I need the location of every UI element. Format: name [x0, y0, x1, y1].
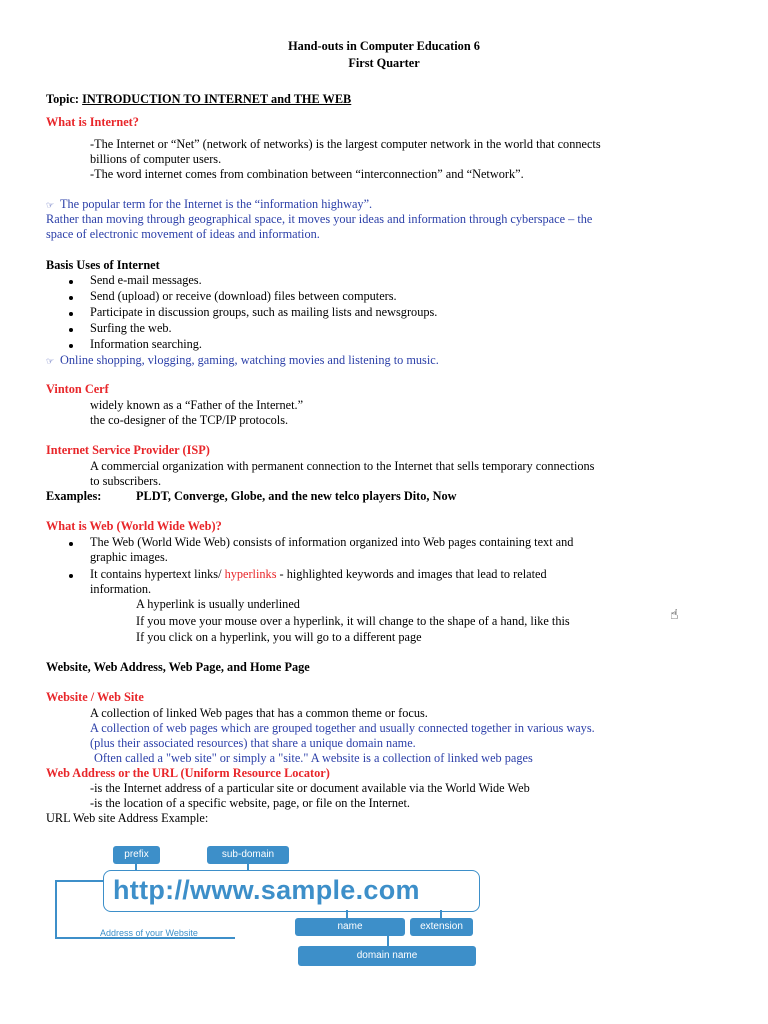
web-sub2: If you move your mouse over a hyperlink, it will change to the shape of a hand, like this — [136, 614, 570, 628]
hand-cursor-icon: ☝ — [670, 607, 679, 623]
bullet-icon — [69, 574, 73, 578]
isp-heading: Internet Service Provider (ISP) — [46, 443, 210, 457]
online-activities — [46, 353, 439, 370]
bullet-icon — [69, 542, 73, 546]
website-line3: (plus their associated resources) that share a unique domain name. — [90, 736, 416, 750]
isp-line2: to subscribers. — [90, 474, 162, 488]
address-bracket-vertical — [55, 880, 57, 938]
isp-line1: A commercial organization with permanent connection to the Internet that sells temporary connections — [90, 459, 595, 473]
web-b2-line1 — [90, 567, 547, 582]
website-heading: Website / Web Site — [46, 690, 144, 704]
uses-item: Information searching. — [90, 337, 202, 351]
domain-name-label: domain name — [298, 946, 476, 966]
web-sub3: If you click on a hyperlink, you will go to a different page — [136, 630, 422, 644]
cerf-line1: widely known as a “Father of the Internet.” — [90, 398, 304, 412]
moving-line2: space of electronic movement of ideas and information. — [46, 227, 320, 241]
bullet-icon — [69, 296, 73, 300]
url-heading: Web Address or the URL (Uniform Resource Locator) — [46, 766, 330, 780]
uses-item: Participate in discussion groups, such as mailing lists and newsgroups. — [90, 305, 438, 319]
isp-examples: PLDT, Converge, Globe, and the new telco players Dito, Now — [136, 489, 457, 503]
website-line2: A collection of web pages which are grouped together and usually connected together in various ways. — [90, 721, 595, 735]
websites-heading: Website, Web Address, Web Page, and Home Page — [46, 660, 310, 674]
internet-line3: -The word internet comes from combination between “interconnection” and “Network”. — [90, 167, 524, 181]
uses-item: Surfing the web. — [90, 321, 172, 335]
document-subtitle: First Quarter — [348, 56, 420, 70]
bullet-icon — [69, 280, 73, 284]
url-example-label: URL Web site Address Example: — [46, 811, 209, 825]
web-b2-line2: information. — [90, 582, 152, 596]
topic-title: INTRODUCTION TO INTERNET and THE WEB — [82, 92, 352, 106]
internet-line2: billions of computer users. — [90, 152, 222, 166]
document-title: Hand-outs in Computer Education 6 — [288, 39, 480, 53]
name-label: name — [295, 918, 405, 936]
website-line1: A collection of linked Web pages that has a common theme or focus. — [90, 706, 428, 720]
prefix-label: prefix — [113, 846, 160, 864]
cerf-line2: the co-designer of the TCP/IP protocols. — [90, 413, 289, 427]
domain-connector — [387, 936, 389, 946]
web-b2-post: - highlighted keywords and images that lead to related — [276, 567, 547, 581]
address-label: Address of your Website — [100, 928, 198, 938]
popular-term-text: The popular term for the Internet is the “information highway”. — [60, 197, 373, 211]
internet-heading: What is Internet? — [46, 115, 139, 129]
uses-item: Send (upload) or receive (download) files between computers. — [90, 289, 397, 303]
web-b1-line2: graphic images. — [90, 550, 168, 564]
pointing-hand-icon: ☞ — [46, 201, 55, 211]
web-sub1: A hyperlink is usually underlined — [136, 597, 300, 611]
subdomain-label: sub-domain — [207, 846, 289, 864]
name-connector — [346, 910, 348, 918]
url-line1: -is the Internet address of a particular site or document available via the World Wide Web — [90, 781, 530, 795]
url-line2: -is the location of a specific website, page, or file on the Internet. — [90, 796, 410, 810]
topic-label: Topic: — [46, 92, 80, 106]
extension-label: extension — [410, 918, 473, 936]
address-bracket-top — [55, 880, 103, 882]
pointing-hand-icon: ☞ — [46, 357, 55, 367]
url-text: http://www.sample.com — [113, 875, 420, 905]
topic-line — [46, 92, 351, 107]
uses-item: Send e-mail messages. — [90, 273, 202, 287]
uses-heading: Basis Uses of Internet — [46, 258, 160, 272]
bullet-icon — [69, 344, 73, 348]
bullet-icon — [69, 312, 73, 316]
bullet-icon — [69, 328, 73, 332]
internet-line1: -The Internet or “Net” (network of networks) is the largest computer network in the world that connects — [90, 137, 601, 151]
web-b2-pre: It contains hypertext links/ — [90, 567, 225, 581]
cerf-heading: Vinton Cerf — [46, 382, 109, 396]
web-b1-line1: The Web (World Wide Web) consists of information organized into Web pages containing text and — [90, 535, 574, 549]
moving-line1: Rather than moving through geographical space, it moves your ideas and information through cyberspace – the — [46, 212, 593, 226]
website-line4: Often called a "web site" or simply a "site." A website is a collection of linked web pages — [94, 751, 533, 765]
web-heading: What is Web (World Wide Web)? — [46, 519, 222, 533]
isp-examples-label: Examples: — [46, 489, 102, 503]
online-activities-text: Online shopping, vlogging, gaming, watching movies and listening to music. — [60, 353, 439, 367]
extension-connector — [440, 910, 442, 918]
web-b2-hyperlinks: hyperlinks — [224, 567, 277, 581]
